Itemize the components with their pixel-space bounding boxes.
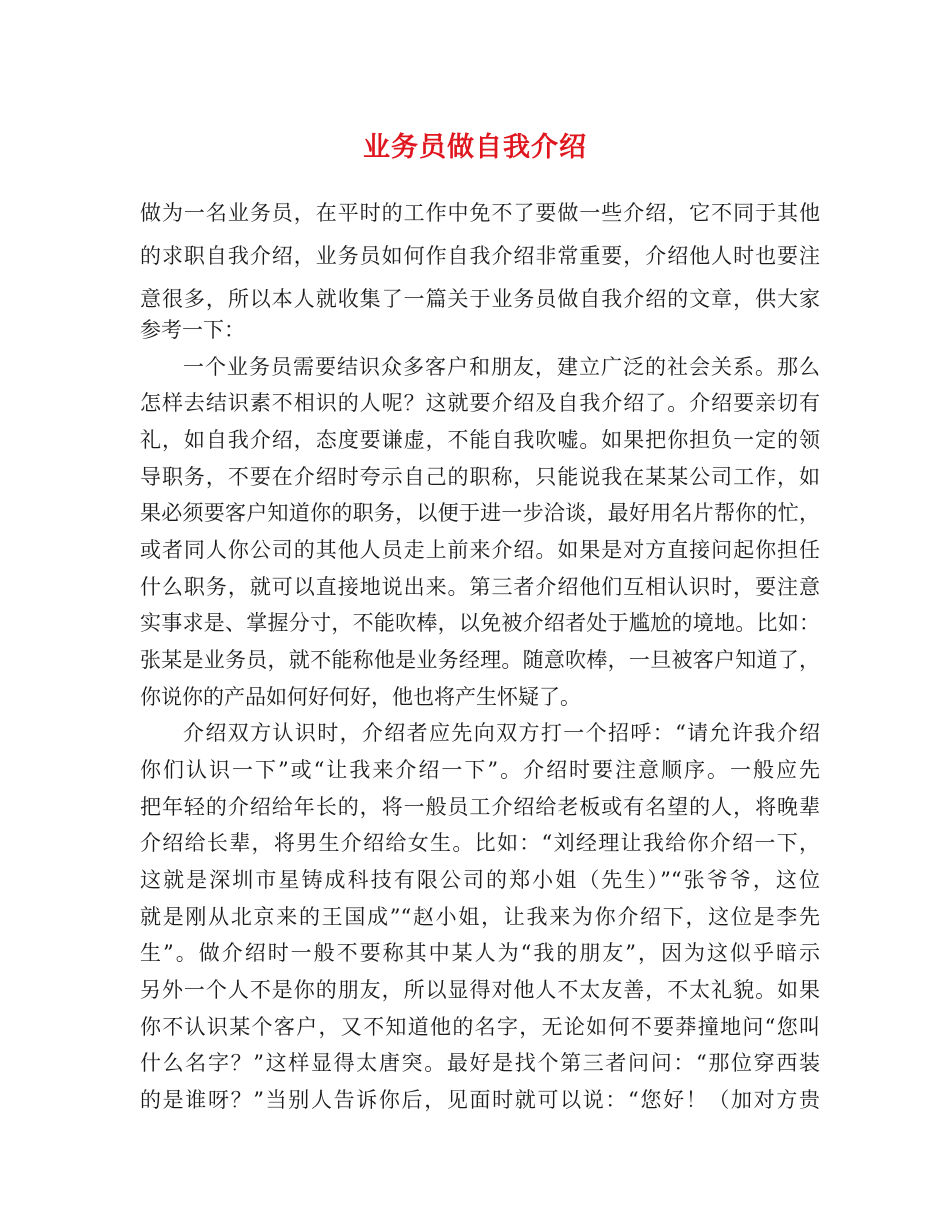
document-title: 业务员做自我介绍 xyxy=(363,132,587,163)
body-line: 导职务，不要在介绍时夸示自己的职称，只能说我在某某公司工作，如 xyxy=(140,465,820,489)
body-line: 你不认识某个客户，又不知道他的名字，无论如何不要莽撞地问“您叫 xyxy=(140,1015,820,1039)
body-line: 礼，如自我介绍，态度要谦虚，不能自我吹嘘。如果把你担负一定的领 xyxy=(140,428,820,452)
body-line: 生”。做介绍时一般不要称其中某人为“我的朋友”，因为这似乎暗示 xyxy=(140,941,820,965)
body-line: 果必须要客户知道你的职务，以便于进一步洽谈，最好用名片帮你的忙， xyxy=(140,501,820,525)
body-line: 你们认识一下”或“让我来介绍一下”。介绍时要注意顺序。一般应先 xyxy=(140,758,820,782)
body-line: 的是谁呀？”当别人告诉你后，见面时就可以说：“您好！（加对方贵 xyxy=(140,1088,820,1112)
body-line: 怎样去结识素不相识的人呢？这就要介绍及自我介绍了。介绍要亲切有 xyxy=(140,391,820,415)
body-line: 什么职务，就可以直接地说出来。第三者介绍他们互相认识时，要注意 xyxy=(140,575,820,599)
body-line: 一个业务员需要结识众多客户和朋友，建立广泛的社会关系。那么 xyxy=(183,355,820,379)
body-line: 介绍给长辈，将男生介绍给女生。比如：“刘经理让我给你介绍一下， xyxy=(140,831,820,855)
body-line: 的求职自我介绍，业务员如何作自我介绍非常重要，介绍他人时也要注 xyxy=(140,244,820,268)
body-line: 做为一名业务员，在平时的工作中免不了要做一些介绍，它不同于其他 xyxy=(140,201,820,225)
body-line: 介绍双方认识时，介绍者应先向双方打一个招呼：“请允许我介绍 xyxy=(183,721,820,745)
body-line: 把年轻的介绍给年长的，将一般员工介绍给老板或有名望的人，将晚辈 xyxy=(140,795,820,819)
body-line: 参考一下： xyxy=(140,318,245,342)
body-line: 你说你的产品如何好何好，他也将产生怀疑了。 xyxy=(140,685,581,709)
body-line: 什么名字？”这样显得太唐突。最好是找个第三者问问：“那位穿西装 xyxy=(140,1051,820,1075)
body-line: 意很多，所以本人就收集了一篇关于业务员做自我介绍的文章，供大家 xyxy=(140,287,820,311)
body-line: 另外一个人不是你的朋友，所以显得对他人不太友善，不太礼貌。如果 xyxy=(140,978,820,1002)
body-line: 实事求是、掌握分寸，不能吹棒，以免被介绍者处于尴尬的境地。比如： xyxy=(140,611,820,635)
body-line: 或者同人你公司的其他人员走上前来介绍。如果是对方直接问起你担任 xyxy=(140,538,820,562)
body-line: 就是刚从北京来的王国成”“赵小姐，让我来为你介绍下，这位是李先 xyxy=(140,905,820,929)
body-line: 张某是业务员，就不能称他是业务经理。随意吹棒，一旦被客户知道了， xyxy=(140,648,820,672)
body-line: 这就是深圳市星铸成科技有限公司的郑小姐（先生）”“张爷爷，这位 xyxy=(140,868,820,892)
